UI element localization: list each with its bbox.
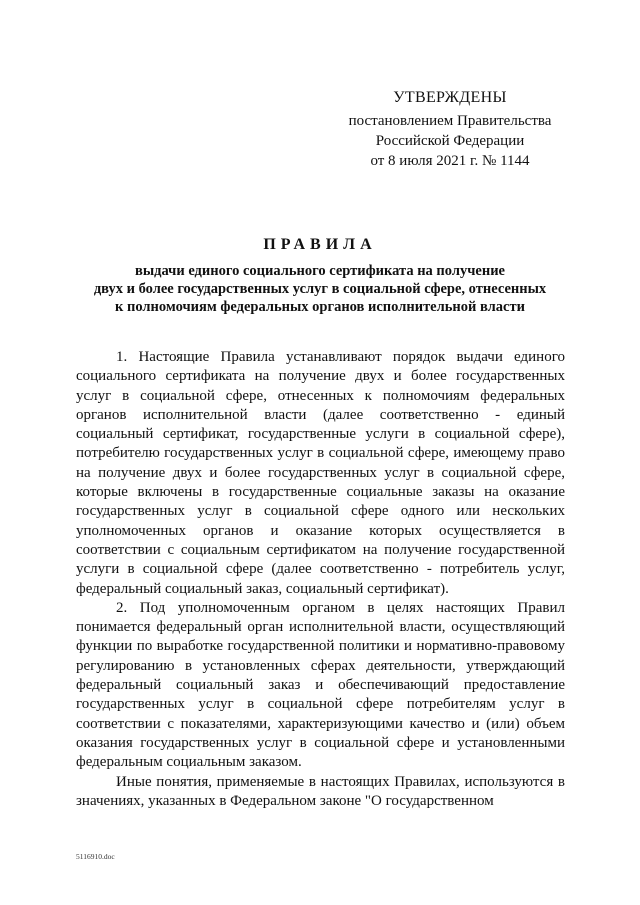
approval-block — [330, 88, 570, 171]
document-body — [76, 348, 565, 811]
paragraph-1: 1. Настоящие Правила устанавливают порядок выдачи единого социального сертификата на получение двух и более государственных услуг в социальной сфере, отнесенных к полномочиям федеральных органов исполнительной власти (далее соответственно - единый социальный сертификат, государственные услуги в социальной сфере), потребителю государственных услуг в социальной сфере, имеющему право на получение двух и более государственных услуг в социальной сфере, которые включены в государственные социальные заказы на оказание государственных услуг в социальной сфере одного или нескольких уполномоченных органов и оказание которых осуществляется в соответствии с социальным сертификатом на получение государственной услуги в социальной сфере (далее соответственно - потребитель услуг, федеральный социальный заказ, социальный сертификат). — [76, 349, 565, 597]
document-title: ПРАВИЛА — [263, 236, 377, 253]
document-subtitle — [40, 262, 600, 316]
approval-line-1: постановлением Правительства — [348, 113, 552, 129]
subtitle-line-1: выдачи единого социального сертификата на получение — [135, 263, 505, 279]
paragraph-3: Иные понятия, применяемые в настоящих Правилах, используются в значениях, указанных в Федеральном законе "О государственном — [76, 773, 565, 809]
document-code: 5116910.doc — [76, 852, 115, 861]
paragraph-2: 2. Под уполномоченным органом в целях настоящих Правил понимается федеральный орган исполнительной власти, осуществляющий функции по выработке государственной политики и нормативно-правовому регулированию в установленных сферах деятельности, утверждающий федеральный социальный заказ и обеспечивающий предоставление государственных услуг в социальной сфере потребителям услуг в соответствии с показателями, характеризующими качество и (или) объем оказания государственных услуг в социальной сфере и установленными федеральным социальным заказом. — [76, 599, 565, 771]
subtitle-line-3: к полномочиям федеральных органов исполнительной власти — [115, 299, 525, 315]
subtitle-line-2: двух и более государственных услуг в социальной сфере, отнесенных — [93, 281, 547, 297]
approval-line-3: от 8 июля 2021 г. № 1144 — [370, 153, 530, 169]
approval-heading: УТВЕРЖДЕНЫ — [393, 89, 507, 106]
approval-line-2: Российской Федерации — [375, 133, 525, 149]
